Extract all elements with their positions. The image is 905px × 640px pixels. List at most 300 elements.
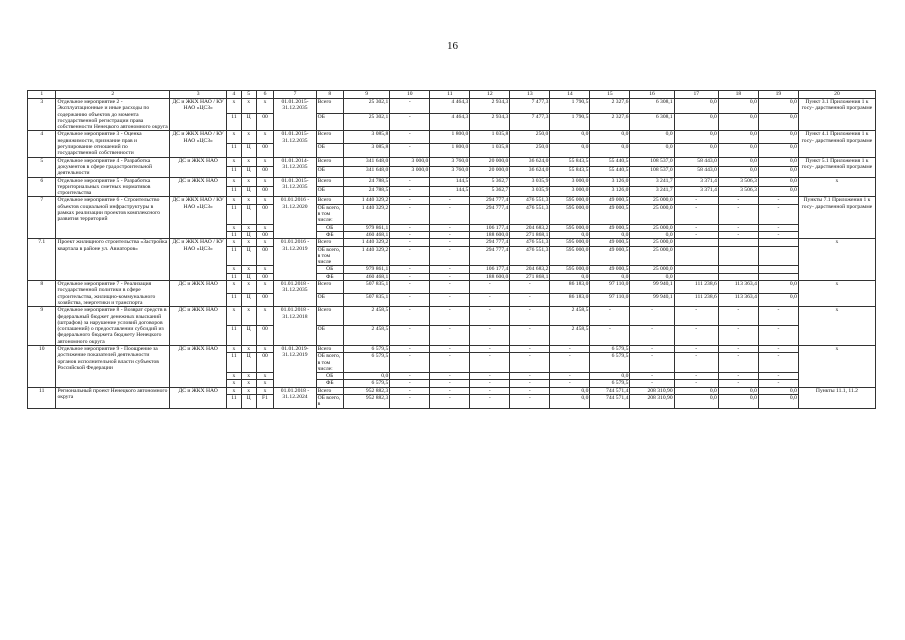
code-cell: х — [256, 197, 274, 204]
value-cell: 0,0 — [590, 131, 630, 143]
value-cell: 20 000,0 — [470, 167, 510, 177]
value-cell: - — [390, 187, 430, 197]
value-cell: - — [674, 345, 718, 352]
value-cell: 0,0 — [343, 373, 389, 380]
value-cell: 0,0 — [550, 143, 590, 157]
value-cell — [718, 239, 758, 246]
row-number: 9 — [28, 307, 56, 346]
value-cell: 1 440 329,2 — [343, 197, 389, 204]
value-cell: 55 843,5 — [550, 157, 590, 166]
value-cell: - — [674, 325, 718, 345]
value-cell: 3 371,4 — [674, 187, 718, 197]
value-cell: 4 464,3 — [430, 99, 470, 114]
value-cell: 25 000,0 — [630, 224, 674, 231]
value-cell: - — [630, 353, 674, 373]
executor: ДС и ЖКХ НАО / КУ НАО «ЦСЗ» — [170, 239, 227, 281]
code-cell: х — [241, 380, 256, 387]
table-row — [28, 345, 876, 352]
executor: ДС и ЖКХ НАО / КУ НАО «ЦСЗ» — [170, 99, 227, 131]
code-cell: 00 — [256, 231, 274, 238]
code-cell: Ц — [241, 114, 256, 131]
value-cell — [718, 273, 758, 280]
code-cell: 11 — [227, 353, 242, 373]
value-cell: - — [390, 231, 430, 238]
code-cell: 00 — [256, 325, 274, 345]
value-cell: 208 310,90 — [630, 387, 674, 394]
value-cell: 58 443,0 — [674, 167, 718, 177]
executor: ДС и ЖКХ НАО — [170, 345, 227, 387]
value-cell: 97 110,0 — [590, 293, 630, 307]
value-cell: 25 000,0 — [630, 246, 674, 266]
code-cell: 11 — [227, 273, 242, 280]
value-cell: 111 238,6 — [674, 293, 718, 307]
value-cell: - — [390, 239, 430, 246]
value-cell: 24 788,5 — [343, 187, 389, 197]
table-row — [28, 387, 876, 394]
value-cell: - — [758, 307, 798, 325]
value-cell: 0,0 — [674, 114, 718, 131]
row-number: 7.1 — [28, 239, 56, 281]
table-row — [28, 131, 876, 143]
value-cell: 97 110,0 — [590, 281, 630, 293]
value-cell: - — [390, 246, 430, 266]
value-cell: 0,0 — [590, 231, 630, 238]
code-cell: х — [241, 387, 256, 394]
value-cell: - — [510, 380, 550, 387]
funding-source: Всего — [316, 131, 343, 143]
value-cell: - — [390, 273, 430, 280]
value-cell: 0,0 — [758, 281, 798, 293]
code-cell: 11 — [227, 293, 242, 307]
value-cell: 204 683,2 — [510, 224, 550, 231]
value-cell: 2 934,3 — [470, 114, 510, 131]
value-cell: - — [758, 204, 798, 224]
value-cell: - — [470, 307, 510, 325]
value-cell: 6 579,5 — [590, 353, 630, 373]
code-cell: Ц — [241, 325, 256, 345]
value-cell: - — [470, 353, 510, 373]
header-cell: 3 — [170, 91, 227, 99]
funding-source: Всего — [316, 345, 343, 352]
value-cell: - — [390, 131, 430, 143]
header-cell: 13 — [510, 91, 550, 99]
value-cell: 0,0 — [718, 387, 758, 394]
value-cell: - — [674, 224, 718, 231]
value-cell: 0,0 — [674, 143, 718, 157]
value-cell: 111 238,6 — [674, 281, 718, 293]
value-cell: - — [430, 345, 470, 352]
row-number: 7 — [28, 197, 56, 239]
code-cell: х — [227, 177, 242, 186]
value-cell: - — [390, 143, 430, 157]
header-cell: 6 — [256, 91, 274, 99]
funding-source: ФБ — [316, 273, 343, 280]
value-cell: - — [630, 373, 674, 380]
code-cell: Ц — [241, 167, 256, 177]
value-cell: 507 835,1 — [343, 293, 389, 307]
note: Пункт 5.1 Приложения 1 к госу- дарственной программе — [798, 157, 875, 177]
funding-source: ОБ — [316, 143, 343, 157]
value-cell: 952 882,3 — [343, 395, 389, 409]
value-cell: - — [430, 266, 470, 273]
code-cell: х — [227, 307, 242, 325]
period: 01.01.2018 - 31.12.2018 — [274, 307, 316, 346]
funding-source: ОБ — [316, 114, 343, 131]
funding-source: ОБ — [316, 167, 343, 177]
header-row — [28, 91, 876, 99]
value-cell: 294 777,4 — [470, 197, 510, 204]
value-cell: 3 000,0 — [550, 187, 590, 197]
value-cell: - — [550, 380, 590, 387]
table-row — [28, 157, 876, 166]
period: 01.01.2015- 31.12.2035 — [274, 99, 316, 131]
value-cell: - — [430, 307, 470, 325]
value-cell: - — [590, 325, 630, 345]
value-cell: 6 579,5 — [590, 380, 630, 387]
measure-name: Проект жилищного строительства «Застройка квартала в районе ул. Авиаторов» — [56, 239, 170, 281]
value-cell: 208 310,90 — [630, 395, 674, 409]
funding-source: ОБ — [316, 293, 343, 307]
value-cell: 294 777,4 — [470, 246, 510, 266]
value-cell: - — [758, 373, 798, 380]
value-cell: - — [674, 307, 718, 325]
code-cell: 11 — [227, 187, 242, 197]
value-cell: 25 302,1 — [343, 114, 389, 131]
value-cell: 7 477,3 — [510, 114, 550, 131]
value-cell: 5 362,7 — [470, 187, 510, 197]
code-cell: 11 — [227, 231, 242, 238]
value-cell: 6 579,5 — [343, 380, 389, 387]
funding-source: ОБ — [316, 224, 343, 231]
code-cell: Ц — [241, 353, 256, 373]
code-cell: х — [241, 307, 256, 325]
value-cell: 979 861,1 — [343, 266, 389, 273]
value-cell: 476 551,3 — [510, 197, 550, 204]
value-cell: 204 683,2 — [510, 266, 550, 273]
table-row — [28, 239, 876, 246]
value-cell: - — [674, 353, 718, 373]
value-cell: 3 000,0 — [550, 177, 590, 186]
value-cell: 99 940,1 — [630, 293, 674, 307]
header-cell: 4 — [227, 91, 242, 99]
table-row — [28, 281, 876, 293]
row-number: 11 — [28, 387, 56, 408]
value-cell: 0,0 — [718, 157, 758, 166]
value-cell: - — [510, 353, 550, 373]
code-cell: х — [256, 239, 274, 246]
value-cell: - — [430, 293, 470, 307]
value-cell: 1 790,5 — [550, 99, 590, 114]
code-cell: х — [256, 307, 274, 325]
value-cell: 6 308,1 — [630, 114, 674, 131]
value-cell — [758, 266, 798, 273]
measure-name: Отдельное мероприятие 3 - Оценка недвижимости, признание прав и регулирование отношений по государственной собственности — [56, 131, 170, 157]
value-cell: - — [470, 373, 510, 380]
value-cell: - — [510, 293, 550, 307]
measure-name: Региональный проект Ненецкого автономного округа — [56, 387, 170, 408]
header-cell: 7 — [274, 91, 316, 99]
code-cell: 00 — [256, 293, 274, 307]
funding-source: ОБ всего, в том числе: — [316, 353, 343, 373]
value-cell: - — [430, 325, 470, 345]
value-cell: - — [550, 345, 590, 352]
value-cell: - — [550, 373, 590, 380]
value-cell: 25 302,1 — [343, 99, 389, 114]
value-cell: 744 571,4 — [590, 395, 630, 409]
value-cell: 3 000,0 — [390, 167, 430, 177]
value-cell: 36 624,0 — [510, 157, 550, 166]
note: х — [798, 281, 875, 307]
value-cell: 55 440,5 — [590, 157, 630, 166]
value-cell: - — [390, 197, 430, 204]
value-cell — [674, 266, 718, 273]
value-cell: - — [718, 231, 758, 238]
code-cell: х — [227, 131, 242, 143]
code-cell: 11 — [227, 204, 242, 224]
value-cell: - — [390, 293, 430, 307]
value-cell: 2 458,5 — [550, 325, 590, 345]
value-cell: - — [430, 273, 470, 280]
header-cell: 19 — [758, 91, 798, 99]
value-cell: - — [430, 353, 470, 373]
value-cell: 595 000,0 — [550, 266, 590, 273]
value-cell: 1 440 329,2 — [343, 239, 389, 246]
value-cell: 1 790,5 — [550, 114, 590, 131]
value-cell: - — [550, 353, 590, 373]
value-cell: - — [758, 224, 798, 231]
code-cell: х — [227, 345, 242, 352]
code-cell: 00 — [256, 246, 274, 266]
value-cell: - — [510, 387, 550, 394]
value-cell: 0,0 — [758, 167, 798, 177]
value-cell: 0,0 — [630, 143, 674, 157]
value-cell: 188 600,0 — [470, 231, 510, 238]
value-cell: 3 000,0 — [390, 157, 430, 166]
funding-source: Всего — [316, 281, 343, 293]
measure-name: Отдельное мероприятие 8 - Возврат средств в федеральный бюджет денежных взысканий (штрафов) за нарушение условий договоров (соглашений) о предоставлении субсидий из федерального бюджета бюджету Ненецкого автономного округа — [56, 307, 170, 346]
value-cell: 7 477,3 — [510, 99, 550, 114]
value-cell: - — [758, 197, 798, 204]
value-cell: - — [718, 345, 758, 352]
value-cell: - — [430, 246, 470, 266]
value-cell: - — [630, 345, 674, 352]
table-row — [28, 197, 876, 204]
code-cell: 11 — [227, 246, 242, 266]
value-cell: 0,0 — [758, 143, 798, 157]
row-number: 8 — [28, 281, 56, 307]
period: 01.01.2015- 31.12.2035 — [274, 177, 316, 197]
value-cell: 0,0 — [550, 131, 590, 143]
code-cell: F1 — [256, 395, 274, 409]
period: 01.01.2018 - 31.12.2035 — [274, 281, 316, 307]
code-cell: х — [241, 266, 256, 273]
value-cell: 0,0 — [550, 395, 590, 409]
value-cell: - — [430, 197, 470, 204]
header-cell: 1 — [28, 91, 56, 99]
value-cell: 0,0 — [718, 167, 758, 177]
measure-name: Отдельное мероприятие 6 - Строительство объектов социальной инфраструктуры в рамках реализации проектов комплексного развития территорий — [56, 197, 170, 239]
value-cell: 2 458,5 — [343, 307, 389, 325]
code-cell: х — [227, 157, 242, 166]
value-cell: 476 551,3 — [510, 239, 550, 246]
value-cell: 2 458,5 — [550, 307, 590, 325]
value-cell: 0,0 — [630, 231, 674, 238]
value-cell: 979 861,1 — [343, 224, 389, 231]
funding-source: ФБ — [316, 231, 343, 238]
value-cell — [758, 273, 798, 280]
executor: ДС и ЖКХ НАО — [170, 281, 227, 307]
value-cell: 106 177,4 — [470, 266, 510, 273]
value-cell: 3 126,0 — [590, 177, 630, 186]
value-cell: 3 506,3 — [718, 177, 758, 186]
code-cell: 00 — [256, 187, 274, 197]
funding-source: Всего — [316, 307, 343, 325]
value-cell: 108 537,0 — [630, 167, 674, 177]
funding-source: ОБ всего, в том числе — [316, 246, 343, 266]
code-cell: х — [227, 99, 242, 114]
row-number: 5 — [28, 157, 56, 177]
value-cell: - — [470, 281, 510, 293]
value-cell: 0,0 — [674, 131, 718, 143]
code-cell: х — [241, 373, 256, 380]
code-cell: х — [227, 281, 242, 293]
header-cell: 11 — [430, 91, 470, 99]
value-cell: 0,0 — [590, 373, 630, 380]
note: х — [798, 177, 875, 197]
note: х — [798, 239, 875, 281]
funding-source: Всего — [316, 177, 343, 186]
value-cell: - — [390, 325, 430, 345]
code-cell: 11 — [227, 143, 242, 157]
executor: ДС и ЖКХ НАО — [170, 307, 227, 346]
value-cell: 294 777,4 — [470, 239, 510, 246]
value-cell: - — [718, 353, 758, 373]
table-row — [28, 307, 876, 325]
value-cell: 49 000,5 — [590, 197, 630, 204]
code-cell: х — [241, 131, 256, 143]
value-cell: 3 241,7 — [630, 187, 674, 197]
code-cell: 11 — [227, 114, 242, 131]
header-cell: 8 — [316, 91, 343, 99]
value-cell: 3 126,0 — [590, 187, 630, 197]
funding-source: ОБ всего, в том числе: — [316, 204, 343, 224]
value-cell: - — [470, 325, 510, 345]
value-cell: - — [674, 231, 718, 238]
value-cell: 3 760,0 — [430, 167, 470, 177]
executor: ДС и ЖКХ НАО / КУ НАО «ЦСЗ» — [170, 131, 227, 157]
value-cell: - — [430, 387, 470, 394]
value-cell: 2 934,3 — [470, 99, 510, 114]
code-cell: х — [256, 131, 274, 143]
note: х — [798, 345, 875, 387]
value-cell: - — [674, 197, 718, 204]
value-cell: 0,0 — [718, 131, 758, 143]
value-cell: 0,0 — [718, 143, 758, 157]
code-cell: х — [241, 157, 256, 166]
value-cell: - — [758, 380, 798, 387]
period: 01.01.2019- 31.12.2019 — [274, 345, 316, 387]
value-cell: 1 800,0 — [430, 143, 470, 157]
value-cell: 0,0 — [758, 131, 798, 143]
funding-source: ОБ — [316, 187, 343, 197]
header-cell: 9 — [343, 91, 389, 99]
header-cell: 2 — [56, 91, 170, 99]
code-cell: Ц — [241, 293, 256, 307]
value-cell: - — [674, 380, 718, 387]
period: 01.01.2014- 31.12.2035 — [274, 157, 316, 177]
value-cell: - — [718, 224, 758, 231]
value-cell: 86 183,0 — [550, 281, 590, 293]
value-cell: 36 624,0 — [510, 167, 550, 177]
value-cell: 24 788,5 — [343, 177, 389, 186]
value-cell: 3 371,4 — [674, 177, 718, 186]
value-cell: 49 000,5 — [590, 266, 630, 273]
value-cell: - — [758, 231, 798, 238]
value-cell: - — [470, 380, 510, 387]
value-cell: 144,5 — [430, 187, 470, 197]
note: Пункт 4.1 Приложения 1 к госу- дарственной программе — [798, 131, 875, 157]
table-row — [28, 177, 876, 186]
period: 01.01.2015- 31.12.2035 — [274, 131, 316, 157]
value-cell: - — [674, 373, 718, 380]
value-cell: 49 000,5 — [590, 204, 630, 224]
code-cell: х — [256, 177, 274, 186]
value-cell: 25 000,0 — [630, 197, 674, 204]
value-cell: 595 000,0 — [550, 197, 590, 204]
period: 01.01.2016 - 31.12.2019 — [274, 239, 316, 281]
value-cell: - — [510, 325, 550, 345]
value-cell: 2 458,5 — [343, 325, 389, 345]
value-cell: - — [390, 99, 430, 114]
value-cell: - — [390, 353, 430, 373]
value-cell: 25 000,0 — [630, 239, 674, 246]
value-cell: - — [510, 307, 550, 325]
value-cell: - — [430, 395, 470, 409]
value-cell: 0,0 — [758, 187, 798, 197]
value-cell: - — [430, 231, 470, 238]
value-cell: - — [430, 204, 470, 224]
value-cell: 3 506,3 — [718, 187, 758, 197]
code-cell: х — [256, 387, 274, 394]
measure-name: Отдельное мероприятие 7 - Реализация государственной политики в сфере строительства, жилищно-коммунального хозяйства, энергетики и транспорта — [56, 281, 170, 307]
value-cell: 507 835,1 — [343, 281, 389, 293]
funding-source: ОБ — [316, 325, 343, 345]
code-cell: х — [256, 373, 274, 380]
funding-source: Всего — [316, 239, 343, 246]
value-cell: 271 868,1 — [510, 231, 550, 238]
code-cell: х — [227, 373, 242, 380]
value-cell: 0,0 — [630, 131, 674, 143]
period: 01.01.2016 - 31.12.2020 — [274, 197, 316, 239]
code-cell: х — [241, 224, 256, 231]
value-cell: 0,0 — [550, 387, 590, 394]
value-cell: 294 777,4 — [470, 204, 510, 224]
value-cell: 0,0 — [718, 99, 758, 114]
code-cell: х — [241, 345, 256, 352]
value-cell: 341 648,0 — [343, 157, 389, 166]
code-cell: х — [227, 197, 242, 204]
value-cell: 25 000,0 — [630, 204, 674, 224]
value-cell: - — [390, 266, 430, 273]
header-cell: 10 — [390, 91, 430, 99]
executor: ДС и ЖКХ НАО — [170, 157, 227, 177]
value-cell: 476 551,3 — [510, 204, 550, 224]
value-cell: 0,0 — [758, 114, 798, 131]
code-cell: х — [227, 380, 242, 387]
code-cell: 00 — [256, 114, 274, 131]
value-cell: - — [390, 395, 430, 409]
value-cell: 86 183,0 — [550, 293, 590, 307]
